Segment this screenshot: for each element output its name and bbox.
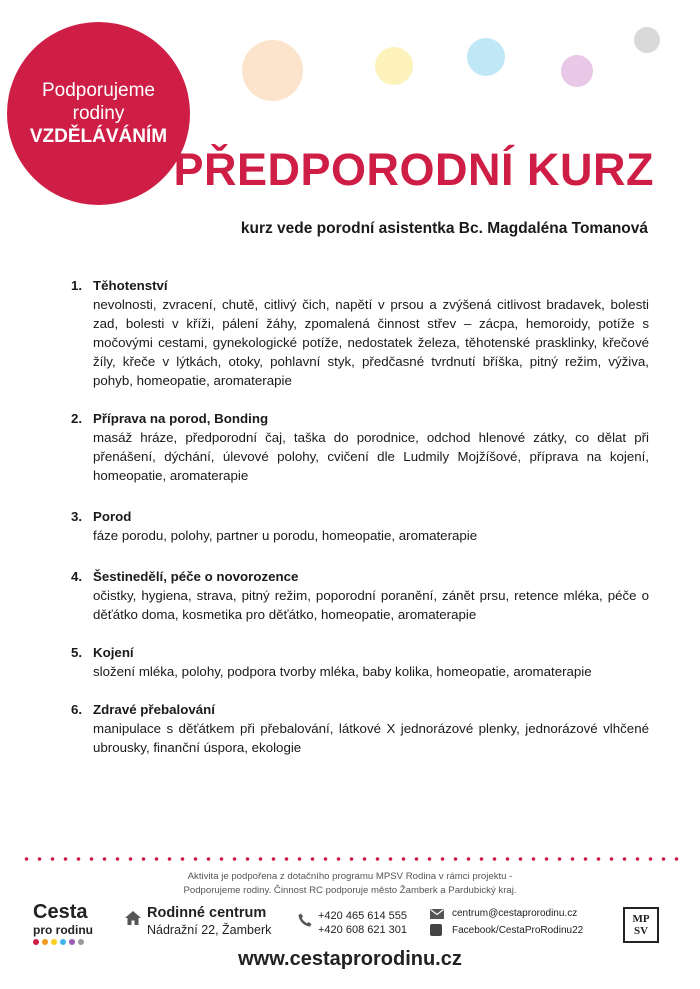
topic-item [71, 700, 649, 757]
website-link[interactable]: www.cestaprorodinu.cz [238, 948, 462, 970]
topic-title: Šestinedělí, péče o novorozence [93, 569, 299, 584]
logo-dot [33, 939, 39, 945]
decorative-circle-yellow [375, 47, 413, 85]
email-link[interactable]: centrum@cestaprorodinu.cz [452, 908, 578, 919]
topic-title: Příprava na porod, Bonding [93, 411, 269, 426]
funding-note-line-2: Podporujeme rodiny. Činnost RC podporuje město Žamberk a Pardubický kraj. [183, 884, 517, 896]
topic-description: masáž hráze, předporodní čaj, taška do porodnice, odchod hlenové zátky, co dělat při přenášení, dýchání, úlevové polohy, cvičení dle Ludmily Mojžíšové, příprava na kojení, homeopatie, aromaterapie [93, 430, 649, 483]
decorative-circle-blue [467, 38, 505, 76]
topic-title: Porod [93, 509, 132, 524]
badge-line-2: rodiny [72, 102, 125, 124]
dotted-divider [20, 856, 680, 862]
slogan-badge [7, 22, 190, 205]
topic-number: 1. [71, 278, 83, 293]
topic-number: 3. [71, 509, 83, 524]
topic-title: Zdravé přebalování [93, 702, 215, 717]
topic-title: Těhotenství [93, 278, 168, 293]
topic-description: fáze porodu, polohy, partner u porodu, homeopatie, aromaterapie [93, 528, 478, 543]
topic-item [71, 507, 649, 545]
badge-line-1: Podporujeme [41, 79, 156, 101]
badge-line-3: VZDĚLÁVÁNÍM [29, 125, 168, 147]
topic-number: 4. [71, 569, 83, 584]
page-title: PŘEDPORODNÍ KURZ [173, 144, 654, 195]
facebook-link[interactable]: Facebook/CestaProRodinu22 [452, 925, 584, 936]
decorative-circle-purple [561, 55, 593, 87]
topic-item [71, 276, 649, 390]
logo-dot [51, 939, 57, 945]
funding-note [130, 870, 570, 897]
logo-dot [78, 939, 84, 945]
cesta-pro-rodinu-logo [33, 902, 93, 945]
facebook-icon [430, 924, 442, 936]
decorative-circle-peach [242, 40, 303, 101]
topic-description: nevolnosti, zvracení, chutě, citlivý čich, napětí v prsou a zvýšená citlivost bradavek, bolesti zad, bolesti v kříži, pálení žáhy, zpomalená činnost střev – zácpa, hemoroidy, potíže s močovými cestami, gynekologické potíže, nedostatek železa, těhotenské prasklinky, křečové žíly, křeče v lýtkách, otoky, pohlavní styk, předčasné tvrdnutí bříška, pitný režim, výživa, pohyb, homeopatie, aromaterapie [93, 297, 649, 388]
mpsv-logo-top: MP [632, 913, 650, 925]
topic-number: 5. [71, 645, 83, 660]
topic-description: očistky, hygiena, strava, pitný režim, poporodní poranění, zánět prsu, retence mléka, péče o děťátko doma, kosmetika pro děťátko, homeopatie, aromaterapie [93, 588, 649, 622]
topic-title: Kojení [93, 645, 134, 660]
center-address: Nádražní 22, Žamberk [147, 923, 272, 937]
decorative-circle-grey [634, 27, 660, 53]
home-icon [125, 911, 141, 925]
topic-number: 2. [71, 411, 83, 426]
topic-list [71, 276, 649, 776]
topic-item [71, 643, 649, 681]
logo-color-dots [33, 939, 93, 945]
topic-item [71, 409, 649, 485]
phone-icon [298, 913, 312, 927]
topic-number: 6. [71, 702, 83, 717]
logo-main-text: Cesta [33, 901, 88, 923]
mpsv-logo [623, 907, 659, 943]
topic-description: složení mléka, polohy, podpora tvorby mléka, baby kolika, homeopatie, aromaterapie [93, 664, 592, 679]
logo-sub-text: pro rodinu [33, 923, 93, 937]
funding-note-line-1: Aktivita je podpořena z dotačního programu MPSV Rodina v rámci projektu - [187, 871, 513, 882]
course-lecturer: kurz vede porodní asistentka Bc. Magdaléna Tomanová [240, 220, 648, 237]
logo-dot [69, 939, 75, 945]
topic-description: manipulace s děťátkem při přebalování, látkové X jednorázové plenky, jednorázové vlhčené ubrousky, finanční úspora, ekologie [93, 721, 649, 755]
phone-number-1[interactable]: +420 465 614 555 [318, 910, 408, 922]
topic-item [71, 567, 649, 624]
phone-number-2[interactable]: +420 608 621 301 [318, 924, 408, 936]
logo-dot [42, 939, 48, 945]
logo-dot [60, 939, 66, 945]
center-name: Rodinné centrum [147, 905, 267, 921]
mpsv-logo-bottom: SV [633, 925, 649, 937]
mail-icon [430, 909, 444, 919]
